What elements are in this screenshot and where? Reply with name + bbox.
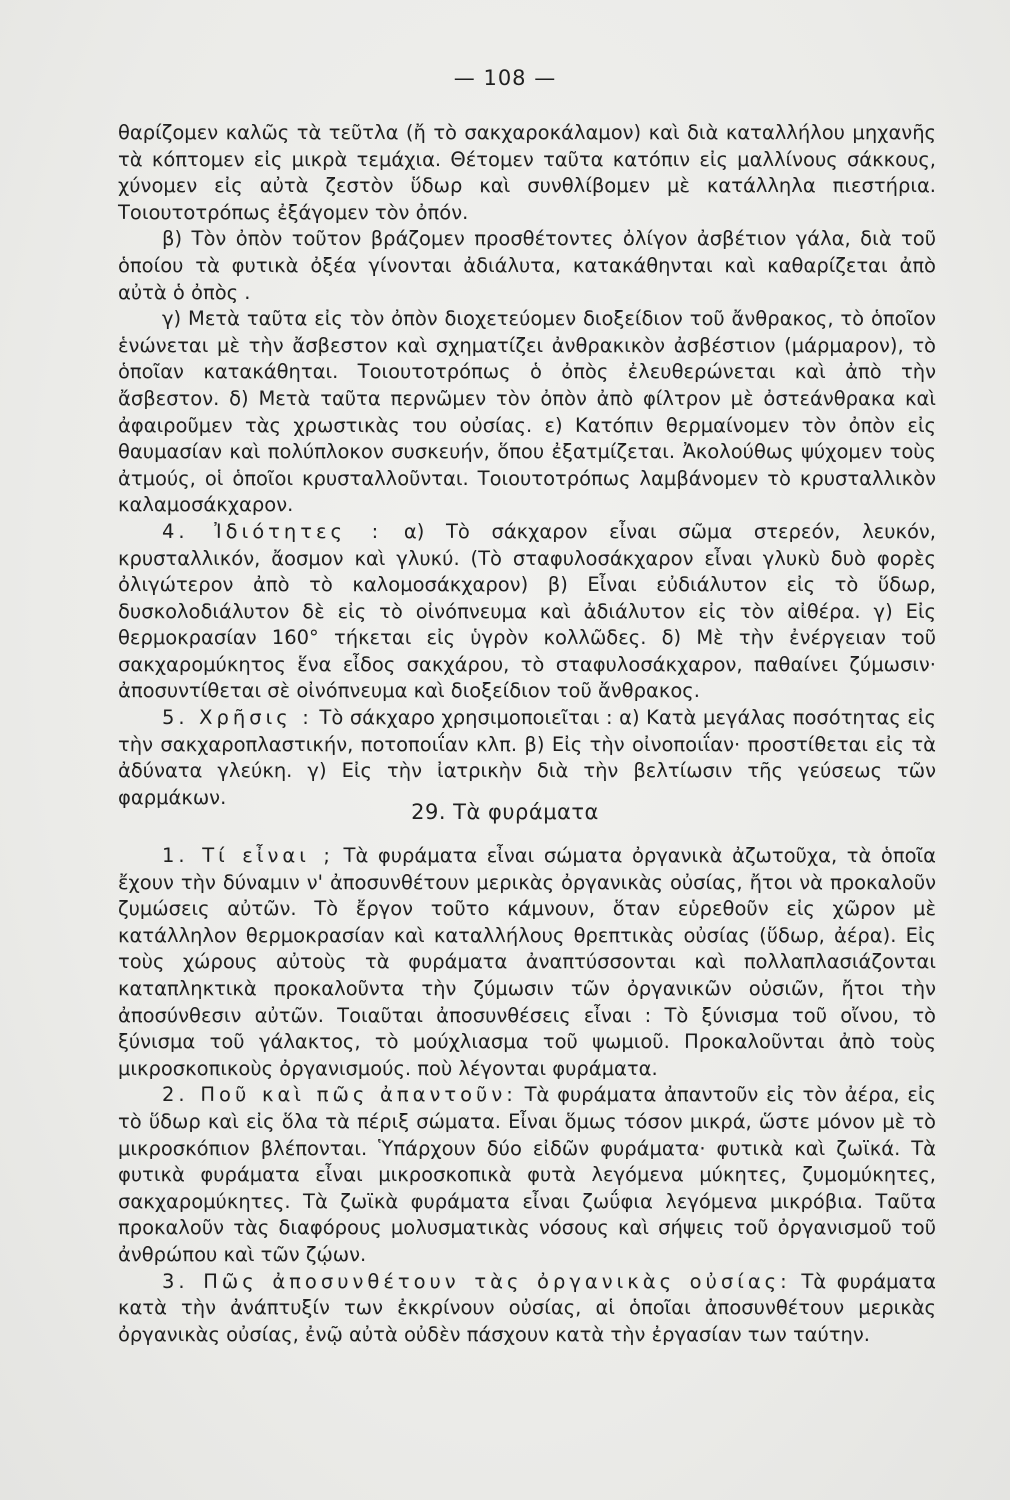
paragraph (118, 843, 936, 1082)
paragraph-text: θαρίζομεν καλῶς τὰ τεῦτλα (ἤ τὸ σακχαροκάλαμον) καὶ διὰ καταλλήλου μηχανῆς τὰ κόπτομεν εἰς μικρὰ τεμάχια. Θέτομεν ταῦτα κατόπιν εἰς μαλλίνους σάκκους, χύνομεν εἰς αὐτὰ ζεστὸν ὕδωρ καὶ συνθλίβομεν μὲ κατάλληλα πιεστήρια. Τοιουτοτρόπως ἐξάγομεν τὸν ὀπόν. (118, 121, 936, 224)
paragraph (118, 519, 936, 705)
paragraph-lead: 5. Χρῆσις : (162, 706, 313, 730)
paragraph-text: γ) Μετὰ ταῦτα εἰς τὸν ὀπὸν διοχετεύομεν διοξείδιον τοῦ ἄνθρακος, τὸ ὁποῖον ἑνώνεται μὲ τὴν ἄσβεστον καὶ σχηματίζει ἀνθρακικὸν ἀσβέστιον (μάρμαρον), τὸ ὁποῖαν κατακάθηται. Τοιουτοτρόπως ὁ ὀπὸς ἐλευθερώνεται καὶ ἀπὸ τὴν ἄσβεστον. δ) Μετὰ ταῦτα περνῶμεν τὸν ὀπὸν ἀπὸ φίλτρον μὲ ὀστεάνθρακα καὶ ἀφαιροῦμεν τὰς χρωστικὰς του οὐσίας. ε) Κατόπιν θερμαίνομεν τὸν ὀπὸν εἰς θαυμασίαν καὶ πολύπλοκον συσκευήν, ὅπου ἐξατμίζεται. Ἀκολούθως ψύχομεν τοὺς ἀτμούς, οἱ ὁποῖοι κρυσταλλοῦνται. Τοιουτοτρόπως λαμβάνομεν τὸ κρυσταλλικὸν καλαμοσάκχαρον. (118, 307, 936, 517)
paragraph (118, 705, 936, 811)
paragraph (118, 1269, 936, 1349)
paragraph-lead: 2. Ποῦ καὶ πῶς ἀπαντοῦν: (162, 1083, 517, 1107)
paragraph-text: Τὰ φυράματα εἶναι σώματα ὀργανικὰ ἀζωτοῦχα, τὰ ὁποῖα ἔχουν τὴν δύναμιν ν' ἀποσυνθέτουν μερικὰς ὀργανικὰς οὐσίας, ἤτοι νὰ προκαλοῦν ζυμώσεις αὐτῶν. Τὸ ἔργον τοῦτο κάμνουν, ὅταν εὑρεθοῦν εἰς χῶρον μὲ κατάλληλον θερμοκρασίαν καὶ καταλλήλους θρεπτικὰς οὐσίας (ὕδωρ, ἀέρα). Εἰς τοὺς χώρους αὐτοὺς τὰ φυράματα ἀναπτύσσονται καὶ πολλαπλασιάζονται καταπληκτικὰ προκαλοῦντα τὴν ζύμωσιν τῶν ὀργανικῶν οὐσιῶν, ἤτοι τὴν ἀποσύνθεσιν αὐτῶν. Τοιαῦται ἀποσυνθέσεις εἶναι : Τὸ ξύνισμα τοῦ οἴνου, τὸ ξύνισμα τοῦ γάλακτος, τὸ μούχλιασμα τοῦ ψωμιοῦ. Προκαλοῦνται ἀπὸ τοὺς μικροσκοπικοὺς ὀργανισμούς. ποὺ λέγονται φυράματα. (118, 844, 936, 1080)
section-title: 29. Τὰ φυράματα (411, 800, 599, 824)
paragraph (118, 120, 936, 226)
page-number: — 108 — (453, 66, 557, 90)
paragraph-text: β) Τὸν ὀπὸν τοῦτον βράζομεν προσθέτοντες ὀλίγον ἀσβέτιον γάλα, διὰ τοῦ ὁποίου τὰ φυτικὰ ὀξέα γίνονται ἀδιάλυτα, κατακάθηνται καὶ καθαρίζεται ἀπὸ αὐτὰ ὁ ὀπὸς . (118, 227, 936, 304)
text-block-lower (118, 843, 936, 1348)
paragraph-text: Τὰ φυράματα ἀπαντοῦν εἰς τὸν ἀέρα, εἰς τὸ ὕδωρ καὶ εἰς ὅλα τὰ πέριξ σώματα. Εἶναι ὅμως τόσον μικρά, ὥστε μόνον μὲ τὸ μικροσκόπιον βλέπονται. Ὑπάρχουν δύο εἰδῶν φυράματα· φυτικὰ καὶ ζωϊκά. Τὰ φυτικὰ φυράματα εἶναι μικροσκοπικὰ φυτὰ λεγόμενα μύκητες, ζυμομύκητες, σακχαρομύκητες. Τὰ ζωϊκὰ φυράματα εἶναι ζωΰφια λεγόμενα μικρόβια. Ταῦτα προκαλοῦν τὰς διαφόρους μολυσματικὰς νόσους καὶ σήψεις τοῦ ὀργανισμοῦ τοῦ ἀνθρώπου καὶ τῶν ζῴων. (118, 1083, 936, 1266)
paragraph-text: Τὰ φυράματα κατὰ τὴν ἀνάπτυξίν των ἐκκρίνουν οὐσίας, αἱ ὁποῖαι ἀποσυνθέτουν μερικὰς ὀργανικὰς οὐσίας, ἐνῷ αὐτὰ οὐδὲν πάσχουν κατὰ τὴν ἐργασίαν των ταύτην. (118, 1269, 936, 1346)
paragraph-text: Τὸ σάκχαρο χρησιμοποιεῖται : α) Κατὰ μεγάλας ποσότητας εἰς τὴν σακχαροπλαστικήν, ποτοποιΐαν κλπ. β) Εἰς τὴν οἰνοποιΐαν· προστίθεται εἰς τὰ ἀδύνατα γλεύκη. γ) Εἰς τὴν ἰατρικὴν διὰ τὴν βελτίωσιν τῆς γεύσεως τῶν φαρμάκων. (118, 706, 936, 809)
text-block-upper (118, 120, 936, 811)
paragraph-text: α) Τὸ σάκχαρον εἶναι σῶμα στερεόν, λευκόν, κρυσταλλικόν, ἄοσμον καὶ γλυκύ. (Τὸ σταφυλοσάκχαρον εἶναι γλυκὺ δυὸ φορὲς ὀλιγώτερον ἀπὸ τὸ καλομοσάκχαρον) β) Εἶναι εὐδιάλυτον εἰς τὸ ὕδωρ, δυσκολοδιάλυτον δὲ εἰς τὸ οἰνόπνευμα καὶ ἀδιάλυτον εἰς τὸν αἰθέρα. γ) Εἰς θερμοκρασίαν 160° τήκεται εἰς ὑγρὸν κολλῶδες. δ) Μὲ τὴν ἐνέργειαν τοῦ σακχαρομύκητος ἕνα εἶδος σακχάρου, τὸ σταφυλοσάκχαρον, παθαίνει ζύμωσιν· ἀποσυντίθεται σὲ οἰνόπνευμα καὶ διοξείδιον τοῦ ἄνθρακος. (118, 519, 937, 703)
paragraph (118, 306, 936, 519)
paragraph-lead: 3. Πῶς ἀποσυνθέτουν τὰς ὀργανικὰς οὐσίας: (162, 1269, 791, 1293)
paragraph-lead: 1. Τί εἶναι ; (162, 844, 334, 867)
paragraph (118, 1082, 936, 1268)
paragraph (118, 226, 936, 306)
paragraph-lead: 4. Ἰδιότητες : (162, 519, 383, 543)
